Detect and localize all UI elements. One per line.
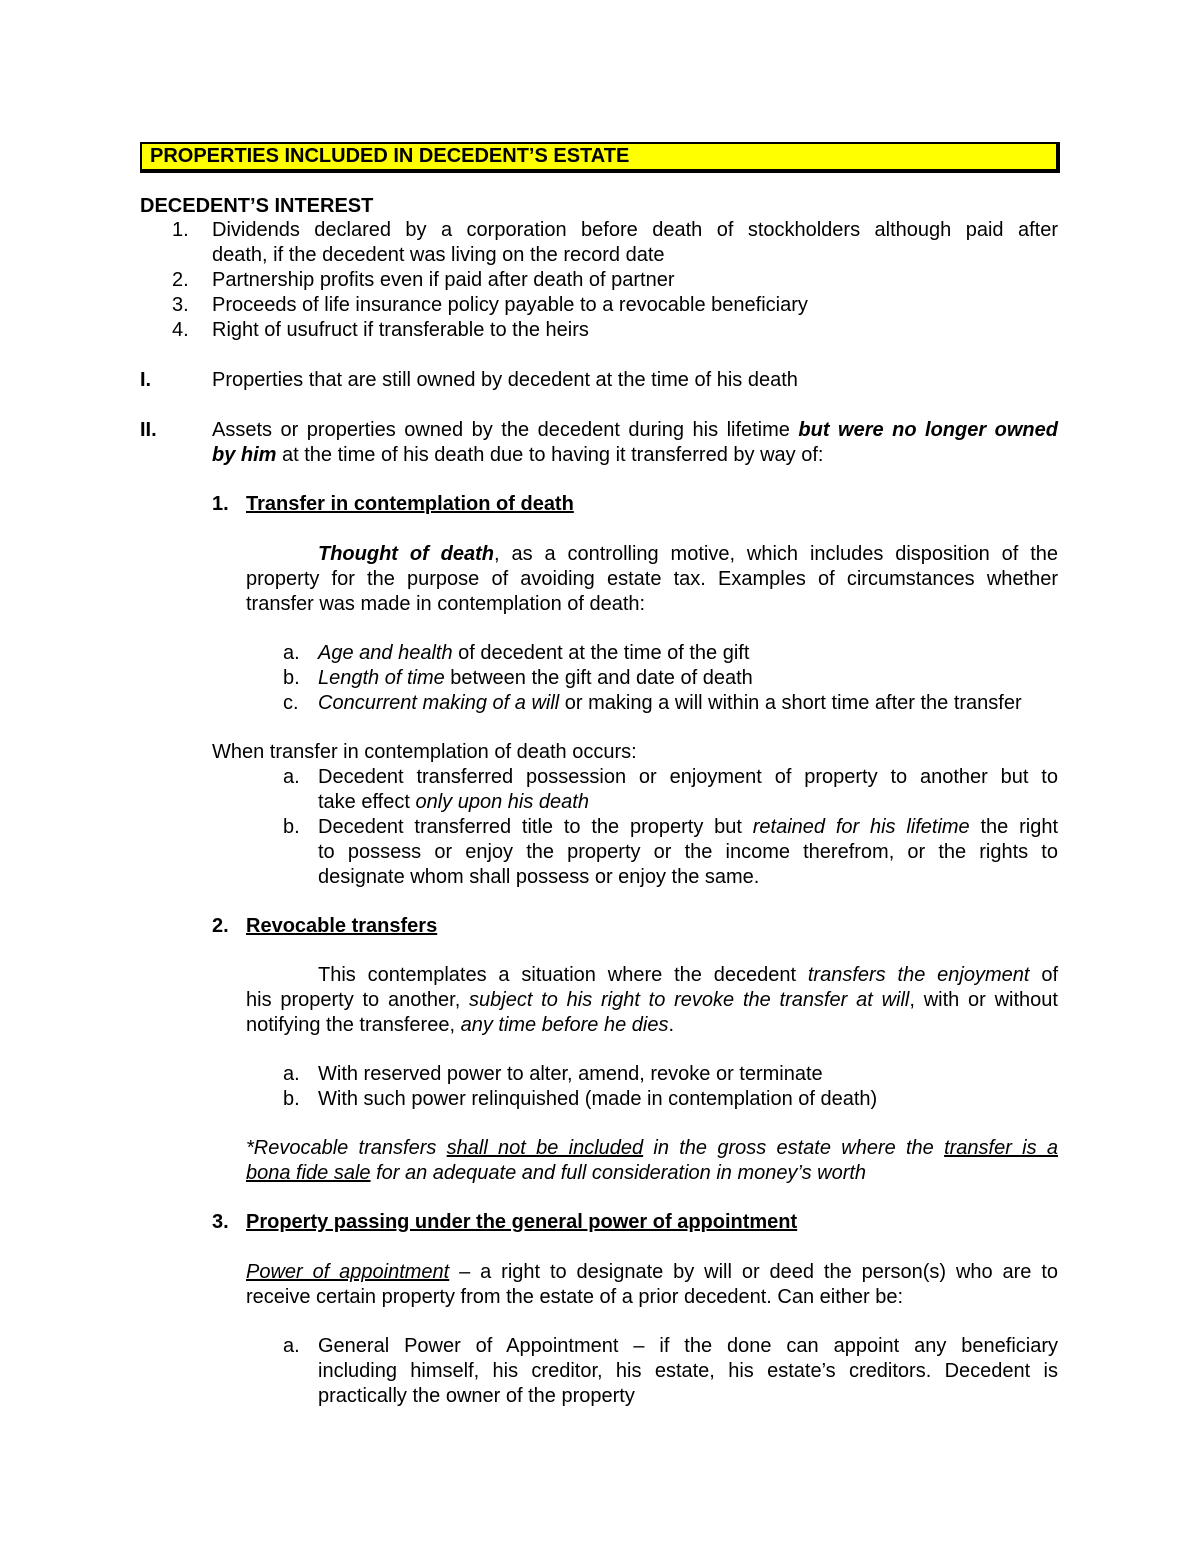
- subsection-heading: Transfer in contemplation of death: [246, 493, 574, 515]
- list-item-text: Partnership profits even if paid after death of partner: [212, 269, 675, 291]
- paragraph-line: When transfer in contemplation of death occurs:: [212, 741, 637, 763]
- list-item-text: Decedent transferred possession or enjoyment of property to another but to: [318, 766, 1058, 788]
- list-item-text: designate whom shall possess or enjoy the same.: [318, 866, 760, 888]
- paragraph-line: [318, 963, 1058, 988]
- text-run: for an adequate and full consideration in money’s worth: [370, 1162, 867, 1184]
- list-item-text: to possess or enjoy the property or the income therefrom, or the rights to: [318, 841, 1058, 863]
- paragraph-line: transfer was made in contemplation of death:: [246, 593, 646, 615]
- text-run: of decedent at the time of the gift: [452, 642, 750, 664]
- emphasis-text: retained for his lifetime: [752, 816, 970, 838]
- text-run: at the time of his death due to having it transferred by way of:: [276, 444, 824, 466]
- page-title: PROPERTIES INCLUDED IN DECEDENT’S ESTATE: [150, 145, 630, 167]
- paragraph-line: [246, 1013, 674, 1038]
- list-letter: a.: [283, 1335, 300, 1357]
- text-run: Decedent transferred title to the property but: [318, 816, 753, 838]
- paragraph-line: [318, 542, 1058, 567]
- paragraph-line: receive certain property from the estate of a prior decedent. Can either be:: [246, 1286, 904, 1308]
- underlined-text: bona fide sale: [246, 1162, 371, 1184]
- text-run: *Revocable transfers: [246, 1137, 447, 1159]
- list-item-text: practically the owner of the property: [318, 1385, 635, 1407]
- roman-item-text: [212, 443, 823, 468]
- text-run: his property to another,: [246, 989, 470, 1011]
- subsection-heading: Revocable transfers: [246, 915, 438, 937]
- emphasis-text: only upon his death: [415, 791, 589, 813]
- text-run: , as a controlling motive, which includes disposition of the: [493, 543, 1058, 565]
- emphasis-text: but were no longer owned: [798, 419, 1058, 441]
- list-number: 1.: [172, 219, 189, 241]
- list-item-text: Proceeds of life insurance policy payable to a revocable beneficiary: [212, 294, 808, 316]
- list-number: 3.: [172, 294, 189, 316]
- list-item-text: Right of usufruct if transferable to the heirs: [212, 319, 589, 341]
- list-item-text: [318, 666, 753, 691]
- list-letter: b.: [283, 1088, 300, 1110]
- underlined-text: shall not be included: [446, 1137, 644, 1159]
- list-item-text: death, if the decedent was living on the record date: [212, 244, 665, 266]
- emphasis-text: Length of time: [318, 667, 445, 689]
- list-letter: a.: [283, 1063, 300, 1085]
- text-run: the right: [969, 816, 1059, 838]
- text-run: in the gross estate where the: [643, 1137, 945, 1159]
- text-run: notifying the transferee,: [246, 1014, 461, 1036]
- text-run: , with or without: [909, 989, 1058, 1011]
- text-run: – a right to designate by will or deed the person(s) who are to: [449, 1261, 1058, 1283]
- note-line: [246, 1161, 866, 1186]
- text-run: .: [668, 1014, 675, 1036]
- emphasis-text: any time before he dies: [460, 1014, 669, 1036]
- roman-numeral: I.: [140, 369, 152, 391]
- emphasis-text: Concurrent making of a will: [318, 692, 560, 714]
- roman-item-text: Properties that are still owned by decedent at the time of his death: [212, 369, 798, 391]
- subsection-number: 2.: [212, 915, 229, 937]
- note-line: [246, 1136, 1058, 1161]
- title-banner: [140, 142, 1060, 173]
- paragraph-line: [246, 1260, 1058, 1285]
- list-item-text: [318, 815, 1058, 840]
- list-item-text: With reserved power to alter, amend, revoke or terminate: [318, 1063, 823, 1085]
- text-run: of: [1029, 964, 1058, 986]
- subsection-number: 3.: [212, 1211, 229, 1233]
- emphasis-text: transfers the enjoyment: [807, 964, 1030, 986]
- paragraph-line: [246, 988, 1058, 1013]
- defined-term: Power of appointment: [246, 1261, 450, 1283]
- list-item-text: [318, 641, 749, 666]
- list-number: 2.: [172, 269, 189, 291]
- list-number: 4.: [172, 319, 189, 341]
- list-item-text: With such power relinquished (made in contemplation of death): [318, 1088, 878, 1110]
- roman-item-text: [212, 418, 1058, 443]
- list-item-text: General Power of Appointment – if the done can appoint any beneficiary: [318, 1335, 1058, 1357]
- text-run: take effect: [318, 791, 416, 813]
- emphasis-text: Thought of death: [318, 543, 494, 565]
- list-letter: a.: [283, 766, 300, 788]
- section-heading-decedents-interest: DECEDENT’S INTEREST: [140, 195, 374, 217]
- list-item-text: including himself, his creditor, his estate, his estate’s creditors. Decedent is: [318, 1360, 1058, 1382]
- text-run: Assets or properties owned by the decedent during his lifetime: [212, 419, 799, 441]
- list-letter: a.: [283, 642, 300, 664]
- emphasis-text: Age and health: [318, 642, 453, 664]
- list-item-text: [318, 790, 589, 815]
- subsection-heading: Property passing under the general power of appointment: [246, 1211, 798, 1233]
- list-item-text: Dividends declared by a corporation before death of stockholders although paid after: [212, 219, 1058, 241]
- roman-numeral: II.: [140, 419, 157, 441]
- emphasis-text: by him: [212, 444, 277, 466]
- underlined-text: transfer is a: [944, 1137, 1058, 1159]
- paragraph-line: property for the purpose of avoiding estate tax. Examples of circumstances whether: [246, 568, 1058, 590]
- list-item-text: [318, 691, 1022, 716]
- text-run: This contemplates a situation where the decedent: [318, 964, 808, 986]
- text-run: or making a will within a short time after the transfer: [559, 692, 1022, 714]
- subsection-number: 1.: [212, 493, 229, 515]
- list-letter: b.: [283, 816, 300, 838]
- list-letter: c.: [283, 692, 299, 714]
- list-letter: b.: [283, 667, 300, 689]
- emphasis-text: subject to his right to revoke the transfer at will: [469, 989, 910, 1011]
- text-run: between the gift and date of death: [444, 667, 753, 689]
